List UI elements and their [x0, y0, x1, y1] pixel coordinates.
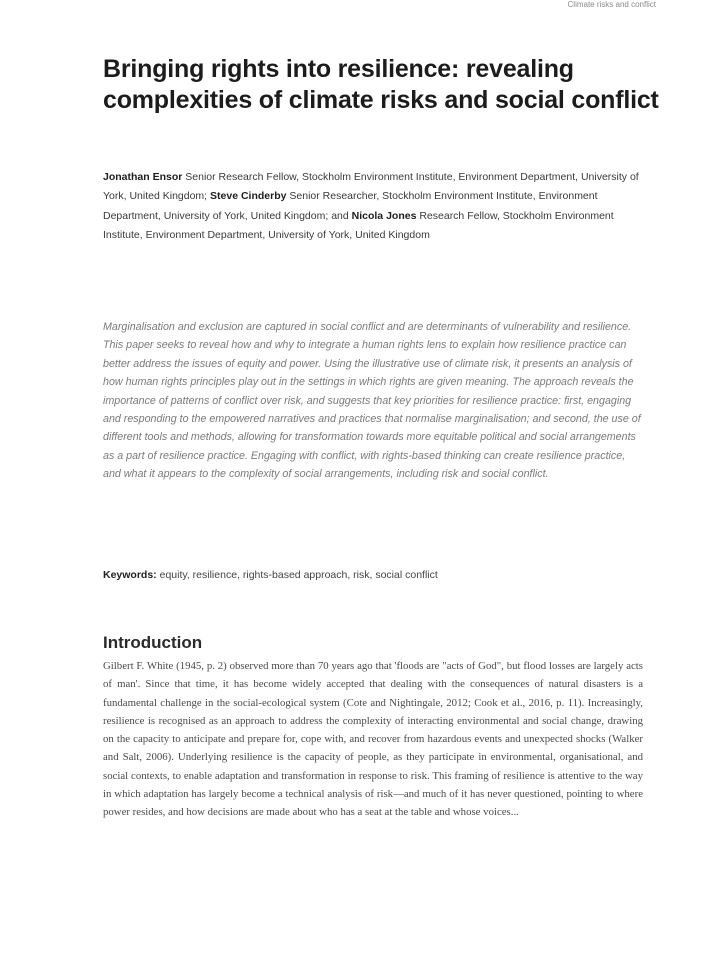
- body-paragraph: Gilbert F. White (1945, p. 2) observed more than 70 years ago that 'floods are "acts of God", but flood losses are largely acts of man'. Since that time, it has become widely accepted that dealing with the consequences of natural disasters is a fundamental challenge in the social-ecological system (Cote and Nightingale, 2012; Cook et al., 2016, p. 11). Increasingly, resilience is recognised as an approach to address the complexity of interacting environmental and social change, drawing on the capacity to anticipate and prepare for, cope with, and recover from hazardous events and unexpected shocks (Walker and Salt, 2006). Underlying resilience is the capacity of people, as they participate in environmental, organisational, and social contexts, to enable adaptation and transformation in response to risk. This framing of resilience is attentive to the way in which adaptation has largely become a technical analysis of risk—and much of it has never questioned, pointing to where power resides, and how decisions are made about who has a seat at the table and whose voices...: [103, 660, 643, 819]
- running-head: Climate risks and conflict: [567, 0, 656, 9]
- keywords: [103, 568, 643, 582]
- author-name: Jonathan Ensor: [103, 171, 183, 183]
- author-block: [103, 168, 643, 245]
- author-name: Nicola Jones: [351, 209, 417, 222]
- author-affiliation: Senior Researcher, Stockholm Environment Institute, Environment Department, University of York, United Kingdom; and: [103, 190, 598, 222]
- keywords-list: equity, resilience, rights-based approach, risk, social conflict: [156, 569, 438, 581]
- keywords-label: Keywords:: [103, 569, 157, 581]
- author-name: Steve Cinderby: [210, 190, 287, 203]
- author-affiliation: Senior Research Fellow, Stockholm Environment Institute, Environment Department, University of York, United Kingdom;: [103, 171, 639, 203]
- section-heading: Introduction: [103, 633, 203, 652]
- author-affiliation: Research Fellow, Stockholm Environment Institute, Environment Department, University of York, United Kingdom: [103, 209, 614, 241]
- paper-title: Bringing rights into resilience: revealing complexities of climate risks and social conflict: [103, 55, 659, 114]
- abstract: Marginalisation and exclusion are captured in social conflict and are determinants of vulnerability and resilience. This paper seeks to reveal how and why to integrate a human rights lens to explain how resilience practice can better address the issues of equity and power. Using the illustrative use of climate risk, it presents an analysis of how human rights principles play out in the settings in which rights are given meaning. The approach reveals the importance of patterns of conflict over risk, and suggests that key priorities for resilience practice: first, engaging and responding to the empowered narratives and practices that normalise marginalisation; and second, the use of different tools and methods, allowing for transformation towards more equitable political and social arrangements as a part of resilience practice. Engaging with conflict, with rights-based thinking can create resilience practice, and what it appears to the complexity of social arrangements, including risk and social conflict.: [103, 321, 641, 481]
